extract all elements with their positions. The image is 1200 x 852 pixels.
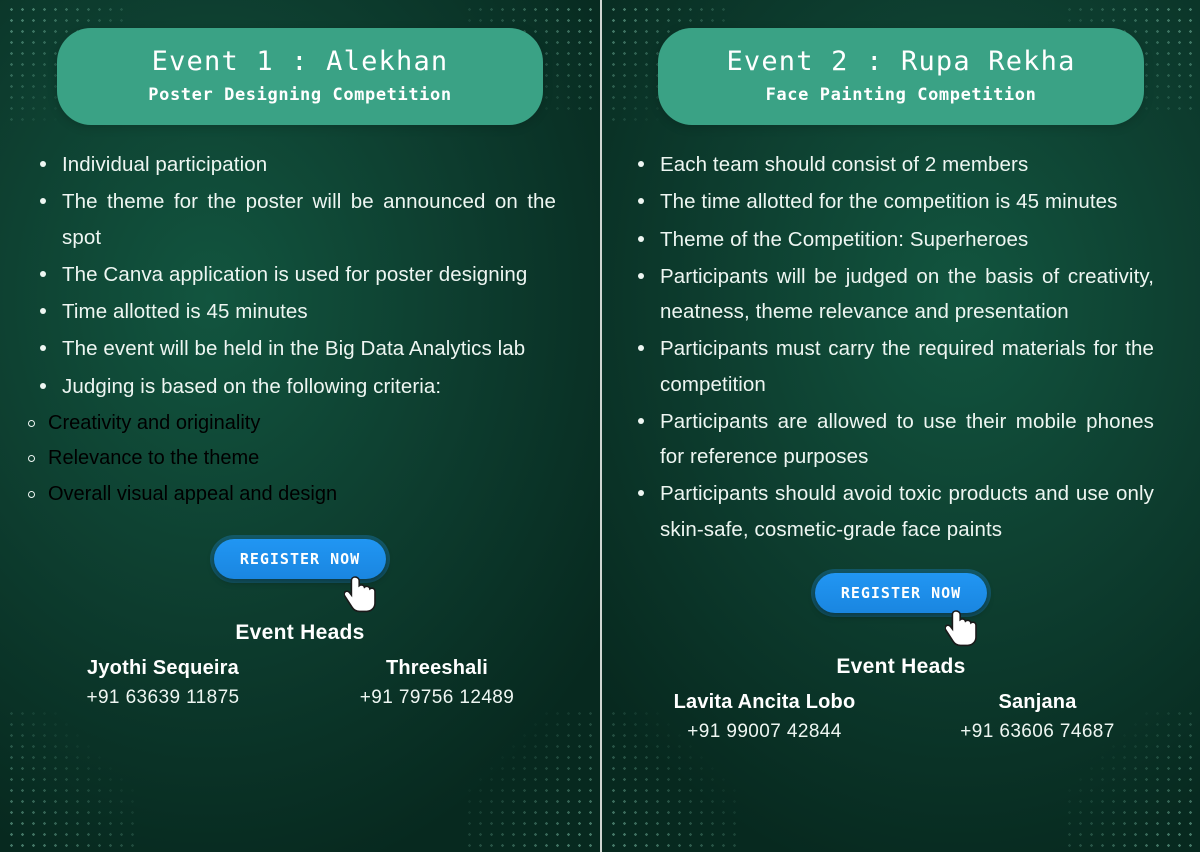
event-title: Event 2 : Rupa Rekha (726, 46, 1076, 77)
list-item: Theme of the Competition: Superheroes (660, 222, 1154, 257)
register-area (602, 573, 1200, 627)
event-head-name: Lavita Ancita Lobo (673, 690, 856, 713)
event-head-phone: +91 99007 42844 (687, 720, 842, 742)
list-item: Participants should avoid toxic products and use only skin-safe, cosmetic-grade face paints (660, 476, 1154, 547)
list-item: Participants are allowed to use their mobile phones for reference purposes (660, 404, 1154, 475)
event-subtitle: Poster Designing Competition (148, 85, 452, 106)
rules-list (602, 147, 1200, 547)
dot-pattern-icon (6, 708, 136, 848)
list-item: Judging is based on the following criteria: (62, 369, 556, 404)
list-item: The time allotted for the competition is 45 minutes (660, 184, 1154, 219)
event-panel-2 (600, 0, 1200, 852)
list-item: Participants must carry the required materials for the competition (660, 331, 1154, 402)
list-item: The event will be held in the Big Data Analytics lab (62, 331, 556, 366)
list-item: The Canva application is used for poster designing (62, 257, 556, 292)
dot-pattern-icon (464, 708, 594, 848)
hand-cursor-icon (344, 575, 380, 615)
event-head-phone: +91 79756 12489 (359, 686, 515, 708)
event-head-name: Sanjana (998, 690, 1077, 713)
event-title-card (57, 28, 543, 125)
list-item: Time allotted is 45 minutes (62, 294, 556, 329)
event-head (628, 691, 901, 743)
register-now-button[interactable]: REGISTER NOW (815, 573, 987, 613)
register-area (0, 539, 600, 593)
event-title-card (658, 28, 1144, 125)
list-item: Individual participation (62, 147, 556, 182)
hand-cursor-icon (945, 609, 981, 649)
list-item: Each team should consist of 2 members (660, 147, 1154, 182)
event-title: Event 1 : Alekhan (151, 46, 449, 77)
event-subtitle: Face Painting Competition (765, 85, 1037, 106)
event-head (300, 657, 574, 709)
list-item: Overall visual appeal and design (48, 477, 600, 513)
event-heads-title: Event Heads (836, 654, 966, 678)
event-head (26, 657, 300, 709)
event-heads-row (0, 657, 600, 709)
event-head-name: Threeshali (385, 656, 489, 679)
event-heads-title: Event Heads (235, 620, 365, 644)
list-item: Creativity and originality (48, 406, 600, 442)
event-head-name: Jyothi Sequeira (87, 656, 239, 679)
list-item: The theme for the poster will be announced on the spot (62, 184, 556, 255)
rules-list (0, 147, 600, 404)
register-now-button[interactable]: REGISTER NOW (214, 539, 386, 579)
event-head-phone: +91 63606 74687 (960, 720, 1115, 742)
list-item: Relevance to the theme (48, 441, 600, 477)
event-heads-row (602, 691, 1200, 743)
list-item: Participants will be judged on the basis of creativity, neatness, theme relevance and presentation (660, 259, 1154, 330)
event-head-phone: +91 63639 11875 (86, 686, 240, 708)
event-head (901, 691, 1174, 743)
criteria-sub-list (0, 406, 600, 513)
